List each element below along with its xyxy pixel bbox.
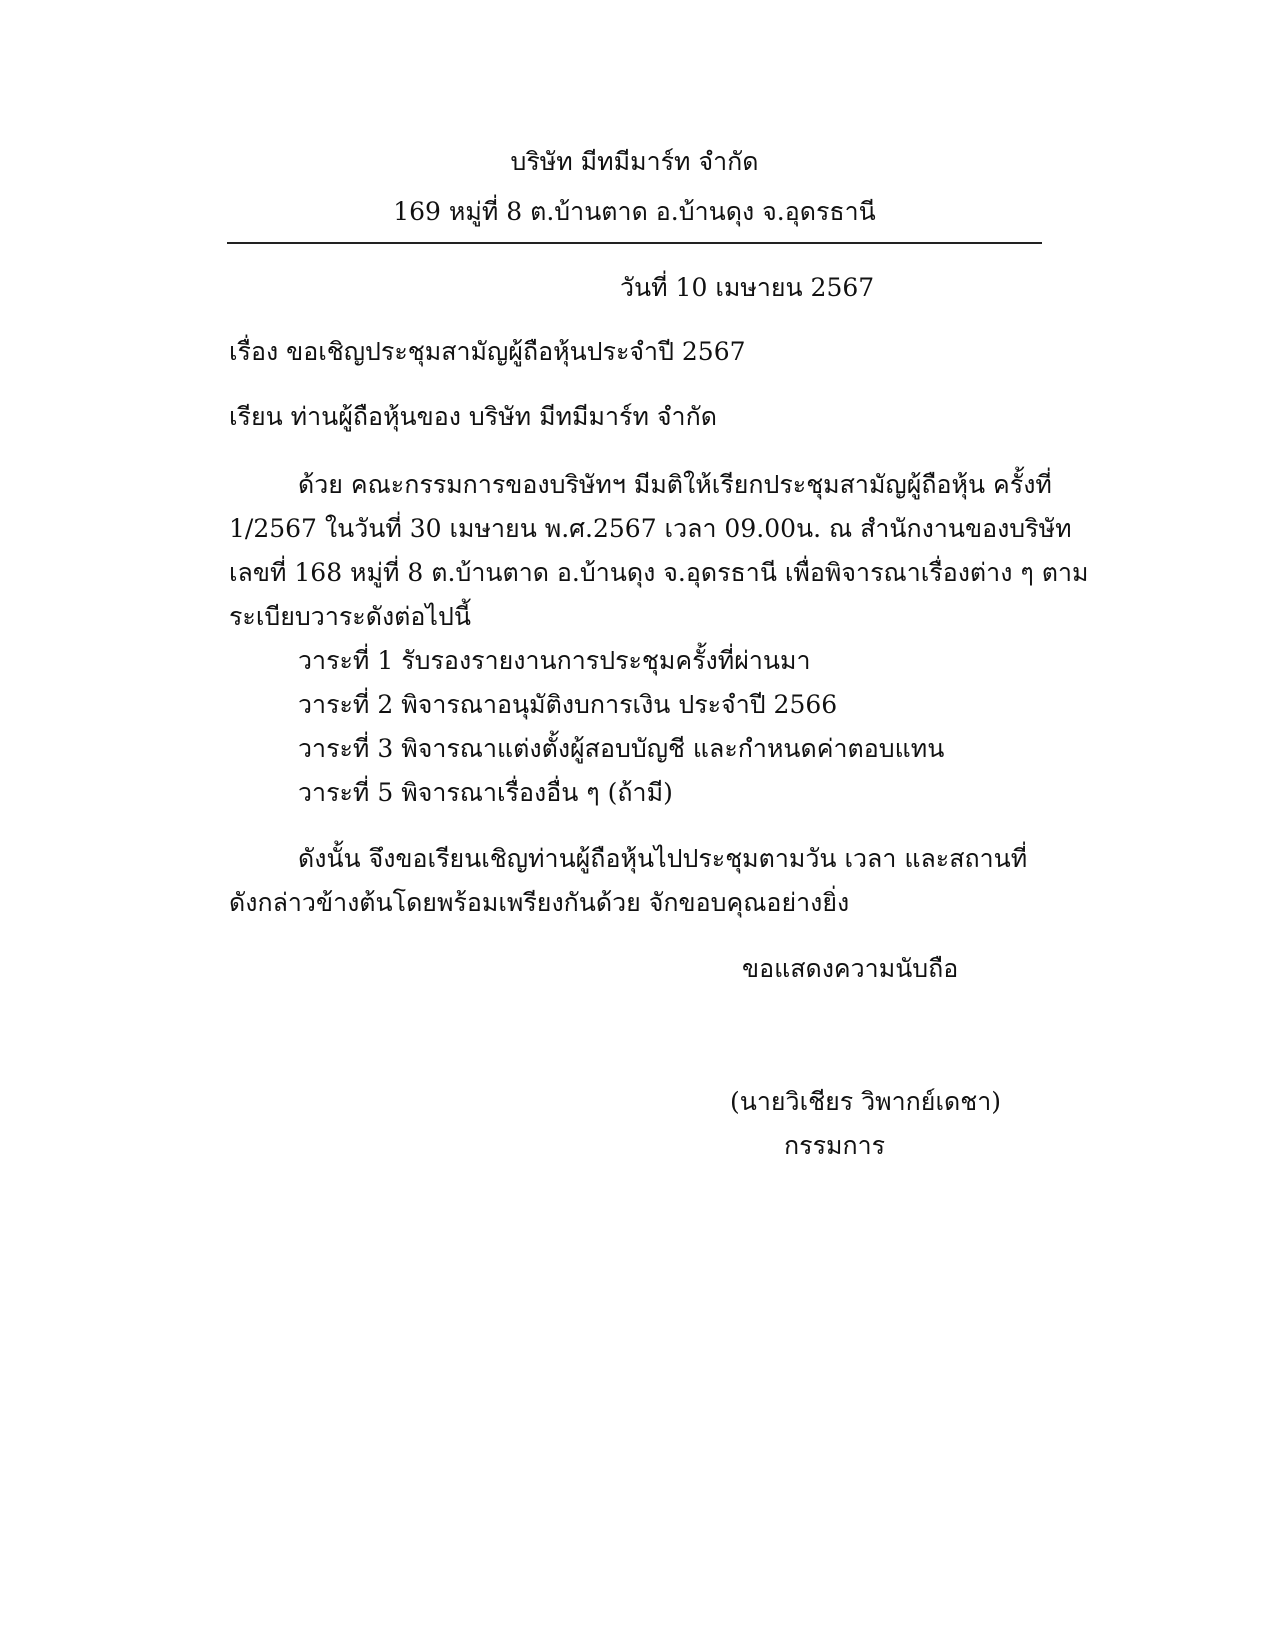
signatory-name: (นายวิเชียร วิพากย์เดชา) bbox=[730, 1087, 1001, 1116]
body-line: ระเบียบวาระดังต่อไปนี้ bbox=[229, 602, 471, 631]
body-line: เลขที่ 168 หมู่ที่ 8 ต.บ้านตาด อ.บ้านดุง จ.อุดรธานี เพื่อพิจารณาเรื่องต่าง ๆ ตาม bbox=[229, 558, 1089, 587]
agenda-item: วาระที่ 5 พิจารณาเรื่องอื่น ๆ (ถ้ามี) bbox=[298, 778, 673, 807]
agenda-item: วาระที่ 1 รับรองรายงานการประชุมครั้งที่ผ่านมา bbox=[298, 646, 811, 675]
letter-subject: เรื่อง ขอเชิญประชุมสามัญผู้ถือหุ้นประจำปี 2567 bbox=[229, 337, 746, 366]
closing-line: ดังกล่าวข้างต้นโดยพร้อมเพรียงกันด้วย จักขอบคุณอย่างยิ่ง bbox=[229, 888, 850, 917]
signatory-title: กรรมการ bbox=[784, 1131, 886, 1160]
agenda-item: วาระที่ 3 พิจารณาแต่งตั้งผู้สอบบัญชี และกำหนดค่าตอบแทน bbox=[298, 734, 945, 763]
closing-line: ดังนั้น จึงขอเรียนเชิญท่านผู้ถือหุ้นไปประชุมตามวัน เวลา และสถานที่ bbox=[298, 844, 1028, 873]
company-name: บริษัท มีทมีมาร์ท จำกัด bbox=[510, 147, 759, 176]
letter-date: วันที่ 10 เมษายน 2567 bbox=[620, 273, 875, 302]
body-line: 1/2567 ในวันที่ 30 เมษายน พ.ศ.2567 เวลา 09.00น. ณ สำนักงานของบริษัท bbox=[229, 514, 1072, 543]
agenda-item: วาระที่ 2 พิจารณาอนุมัติงบการเงิน ประจำปี 2566 bbox=[298, 690, 838, 719]
regards: ขอแสดงความนับถือ bbox=[742, 954, 959, 983]
body-line: ด้วย คณะกรรมการของบริษัทฯ มีมติให้เรียกประชุมสามัญผู้ถือหุ้น ครั้งที่ bbox=[298, 470, 1052, 499]
letter-salutation: เรียน ท่านผู้ถือหุ้นของ บริษัท มีทมีมาร์ท จำกัด bbox=[229, 402, 717, 431]
company-address: 169 หมู่ที่ 8 ต.บ้านตาด อ.บ้านดุง จ.อุดรธานี bbox=[393, 197, 876, 226]
header-divider bbox=[227, 242, 1042, 244]
